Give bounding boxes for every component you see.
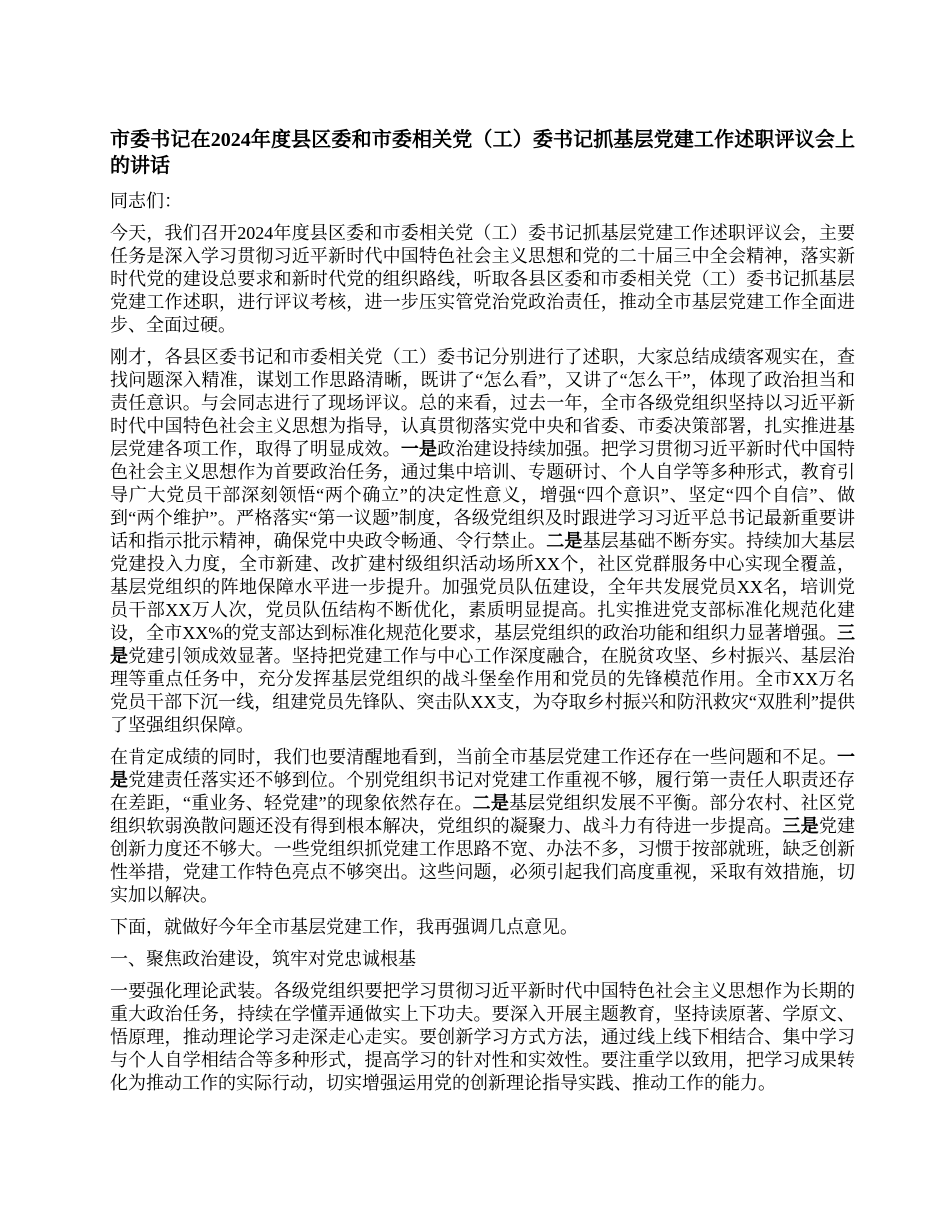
paragraph-transition: 下面，就做好今年全市基层党建工作，我再强调几点意见。: [110, 917, 578, 937]
bold-marker-third: 三是: [782, 816, 819, 836]
text-run: 党建创新力度还不够大。一些党组织抓党建工作思路不宽、办法不多，习惯于按部就班，缺乏创新性举措，党建工作特色亮点不够突出。这些问题，必须引起我们高度重视，采取有效措施，切实加以解决。: [110, 816, 856, 905]
text-run: 政治建设持续加强。把学习贯彻习近平新时代中国特色社会主义思想作为首要政治任务，通过集中培训、专题研讨、个人自学等多种形式，教育引导广大党员干部深刻领悟“两个确立”的决定性意义，增强“四个意识”、坚定“四个自信”、做到“两个维护”。严格落实“第一议题”制度，各级党组织及时跟进学习习近平总书记最新重要讲话和指示批示精神，确保党中央政令畅通、令行禁止。: [110, 439, 856, 551]
text-run: 党建引领成效显著。坚持把党建工作与中心工作深度融合，在脱贫攻坚、乡村振兴、基层治理等重点任务中，充分发挥基层党组织的战斗堡垒作用和党员的先锋模范作用。全市XX万名党员干部下沉一线，组建党员先锋队、突击队XX支，为夺取乡村振兴和防汛救灾“双胜利”提供了坚强组织保障。: [110, 646, 856, 735]
paragraph-theory: 一要强化理论武装。各级党组织要把学习贯彻习近平新时代中国特色社会主义思想作为长期的重大政治任务，持续在学懂弄通做实上下功夫。要深入开展主题教育，坚持读原著、学原文、悟原理，推动理论学习走深走心走实。要创新学习方式方法，通过线上线下相结合、集中学习与个人自学相结合等多种形式，提高学习的针对性和实效性。要注重学以致用，把学习成果转化为推动工作的实际行动，切实增强运用党的创新理论指导实践、推动工作的能力。: [110, 981, 855, 1093]
paragraph-problems: [110, 746, 855, 907]
paragraph-opening: 今天，我们召开2024年度县区委和市委相关党（工）委书记抓基层党建工作述职评议会，主要任务是深入学习贯彻习近平新时代中国特色社会主义思想和党的二十届三中全会精神，落实新时代党的建设总要求和新时代党的组织路线，听取各县区委和市委相关党（工）委书记抓基层党建工作述职，进行评议考核，进一步压实管党治党政治责任，推动全市基层党建工作全面进步、全面过硬。: [110, 223, 855, 335]
bold-marker-first: 一是: [110, 747, 855, 790]
paragraph-achievements: [110, 346, 855, 737]
salutation: 同志们：: [110, 191, 182, 211]
bold-marker-second: 二是: [472, 793, 510, 813]
document-title: 市委书记在2024年度县区委和市委相关党（工）委书记抓基层党建工作述职评议会上的讲话: [110, 129, 855, 177]
text-run: 党建责任落实还不够到位。个别党组织书记对党建工作重视不够，履行第一责任人职责还存在差距，“重业务、轻党建”的现象依然存在。: [110, 770, 856, 813]
text-run: 刚才，各县区委书记和市委相关党（工）委书记分别进行了述职，大家总结成绩客观实在，查找问题深入精准，谋划工作思路清晰，既讲了“怎么看”，又讲了“怎么干”，体现了政治担当和责任意识。与会同志进行了现场评议。总的来看，过去一年，全市各级党组织坚持以习近平新时代中国特色社会主义思想为指导，认真贯彻落实党中央和省委、市委决策部署，扎实推进基层党建各项工作，取得了明显成效。: [110, 347, 855, 459]
bold-marker-second: 二是: [546, 531, 583, 551]
text-run: 在肯定成绩的同时，我们也要清醒地看到，当前全市基层党建工作还存在一些问题和不足。: [110, 747, 837, 767]
bold-marker-first: 一是: [400, 439, 438, 459]
bold-marker-third: 三是: [110, 623, 855, 666]
text-run: 基层党组织发展不平衡。部分农村、社区党组织软弱涣散问题还没有得到根本解决，党组织的凝聚力、战斗力有待进一步提高。: [110, 793, 856, 836]
text-run: 基层基础不断夯实。持续加大基层党建投入力度，全市新建、改扩建村级组织活动场所XX个，社区党群服务中心实现全覆盖，基层党组织的阵地保障水平进一步提升。加强党员队伍建设，全年共发展党员XX名，培训党员干部XX万人次，党员队伍结构不断优化，素质明显提高。扎实推进党支部标准化规范化建设，全市XX%的党支部达到标准化规范化要求，基层党组织的政治功能和组织力显著增强。: [110, 531, 856, 643]
section-heading-1: 一、聚焦政治建设，筑牢对党忠诚根基: [110, 949, 416, 969]
